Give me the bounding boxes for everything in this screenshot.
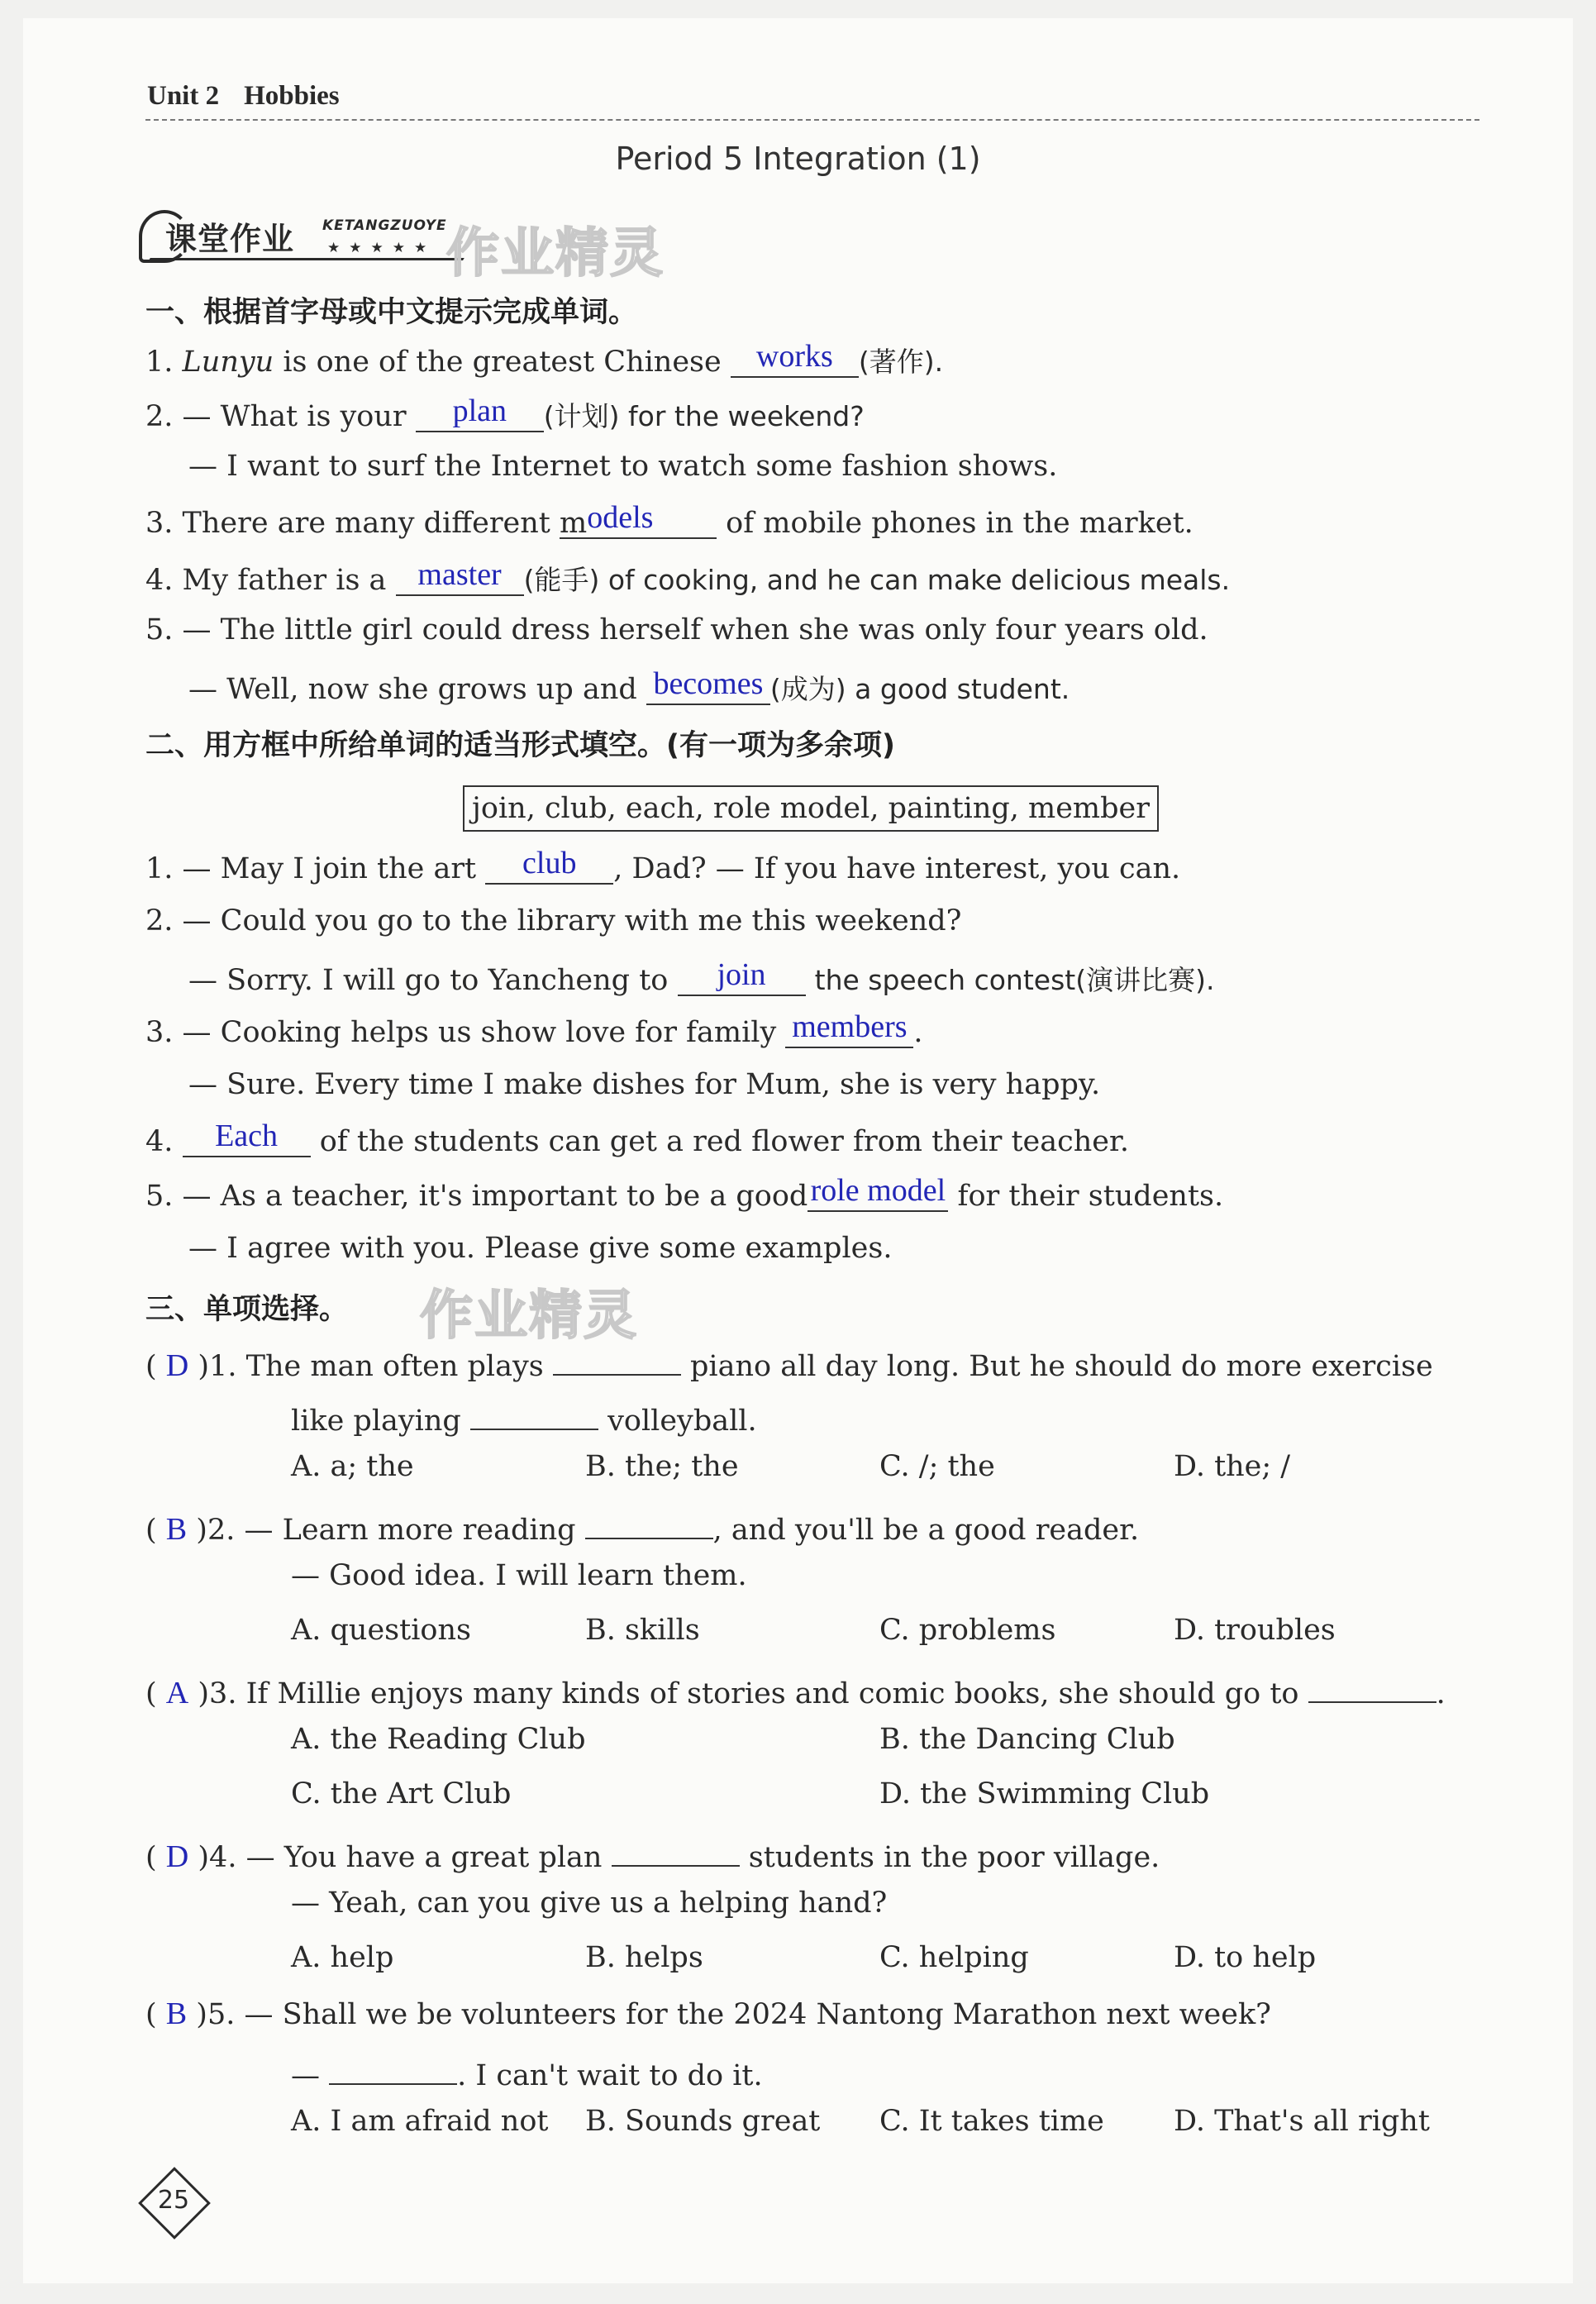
s3-question-4: ( D )4. — You have a great plan students in the poor village. <box>145 1832 1160 1875</box>
s3-blank-1a[interactable] <box>553 1341 681 1376</box>
s3-q1-option-b[interactable]: B. the; the <box>585 1450 739 1483</box>
unit-label: Unit 2 <box>147 81 220 111</box>
s1-item-3: 3. There are many different models of mobile phones in the market. <box>145 500 1193 540</box>
s3-answer-2[interactable]: B <box>165 1512 188 1547</box>
running-header <box>147 81 364 112</box>
badge-title: 课堂作业 <box>165 221 295 257</box>
s2-item-3: 3. — Cooking helps us show love for family members . <box>145 1009 923 1049</box>
s3-blank-5[interactable] <box>329 2050 457 2085</box>
s2-item-3-reply: — Sure. Every time I make dishes for Mum, she is very happy. <box>188 1068 1101 1101</box>
s3-question-1-cont: like playing volleyball. <box>291 1395 757 1438</box>
s1-item-2: 2. — What is your plan (计划) for the weekend? <box>145 394 865 433</box>
s3-q3-option-d[interactable]: D. the Swimming Club <box>879 1777 1210 1810</box>
s1-item-5: 5. — The little girl could dress herself when she was only four years old. <box>145 613 1208 646</box>
s3-q1-option-d[interactable]: D. the; / <box>1174 1450 1291 1483</box>
s2-answer-3[interactable]: members <box>785 1014 913 1048</box>
s3-q3-option-b[interactable]: B. the Dancing Club <box>879 1723 1175 1756</box>
s3-q2-option-a[interactable]: A. questions <box>291 1614 471 1647</box>
page-number-badge <box>144 2174 210 2235</box>
s3-question-5-reply: — . I can't wait to do it. <box>291 2050 763 2092</box>
s3-question-3: ( A )3. If Millie enjoys many kinds of stories and comic books, she should go to . <box>145 1668 1446 1711</box>
page-number: 25 <box>157 2186 190 2215</box>
s3-q5-option-c[interactable]: C. It takes time <box>879 2105 1104 2138</box>
s2-answer-5[interactable]: role model <box>808 1177 948 1212</box>
s2-answer-4[interactable]: Each <box>183 1123 311 1157</box>
s2-item-2: 2. — Could you go to the library with me this weekend? <box>145 904 962 937</box>
s3-q4-option-c[interactable]: C. helping <box>879 1941 1029 1974</box>
s2-item-5-reply: — I agree with you. Please give some examples. <box>188 1232 893 1265</box>
word-box: join, club, each, role model, painting, member <box>463 785 1159 832</box>
s3-question-5: ( B )5. — Shall we be volunteers for the 2024 Nantong Marathon next week? <box>145 1996 1271 2031</box>
section3-heading: 三、单项选择。 <box>145 1293 349 1326</box>
s3-blank-1b[interactable] <box>470 1395 598 1430</box>
s3-question-1: ( D )1. The man often plays piano all day long. But he should do more exercise <box>145 1341 1433 1384</box>
s3-q4-option-a[interactable]: A. help <box>291 1941 394 1974</box>
s3-q5-option-d[interactable]: D. That's all right <box>1174 2105 1430 2138</box>
s1-answer-3[interactable]: models <box>560 504 717 539</box>
watermark-top: 作业精灵 <box>446 223 665 284</box>
s3-q5-option-b[interactable]: B. Sounds great <box>585 2105 821 2138</box>
s3-q3-option-c[interactable]: C. the Art Club <box>291 1777 512 1810</box>
s2-answer-1[interactable]: club <box>485 850 613 885</box>
section2-heading: 二、用方框中所给单词的适当形式填空。(有一项为多余项) <box>145 729 895 762</box>
s2-item-2-reply: — Sorry. I will go to Yancheng to join the speech contest(演讲比赛). <box>188 957 1215 997</box>
header-divider <box>145 119 1479 121</box>
s3-q5-option-a[interactable]: A. I am afraid not <box>291 2105 549 2138</box>
s3-answer-3[interactable]: A <box>165 1676 189 1710</box>
s3-answer-1[interactable]: D <box>165 1348 189 1383</box>
unit-topic: Hobbies <box>244 81 340 111</box>
section1-heading: 一、根据首字母或中文提示完成单词。 <box>145 296 638 329</box>
s1-item-2-reply: — I want to surf the Internet to watch some fashion shows. <box>188 450 1058 483</box>
s3-q4-option-b[interactable]: B. helps <box>585 1941 703 1974</box>
badge-pinyin: KETANGZUOYE <box>322 217 447 234</box>
s3-q1-option-c[interactable]: C. /; the <box>879 1450 995 1483</box>
s3-q1-option-a[interactable]: A. a; the <box>291 1450 414 1483</box>
s3-q2-option-b[interactable]: B. skills <box>585 1614 700 1647</box>
s1-item-1: 1. Lunyu is one of the greatest Chinese works (著作). <box>145 339 944 379</box>
s3-q2-option-d[interactable]: D. troubles <box>1174 1614 1336 1647</box>
s3-answer-5[interactable]: B <box>165 1996 188 2031</box>
s3-question-4-reply: — Yeah, can you give us a helping hand? <box>291 1887 888 1920</box>
watermark-middle: 作业精灵 <box>420 1286 638 1347</box>
s3-blank-2[interactable] <box>585 1505 713 1539</box>
s1-answer-5[interactable]: becomes <box>646 670 770 705</box>
s3-answer-4[interactable]: D <box>165 1839 189 1874</box>
s2-item-4: 4. Each of the students can get a red flower from their teacher. <box>145 1119 1129 1158</box>
s3-question-2: ( B )2. — Learn more reading , and you'll be a good reader. <box>145 1505 1139 1548</box>
s3-q4-option-d[interactable]: D. to help <box>1174 1941 1317 1974</box>
badge-stars: ★★★★★ <box>327 240 436 256</box>
section-badge <box>139 207 469 277</box>
s2-item-5: 5. — As a teacher, it's important to be a goodrole model for their students. <box>145 1173 1224 1213</box>
s3-blank-3[interactable] <box>1308 1668 1436 1703</box>
s3-q2-option-c[interactable]: C. problems <box>879 1614 1056 1647</box>
s1-item-4: 4. My father is a master (能手) of cooking, and he can make delicious meals. <box>145 557 1231 597</box>
s1-answer-1[interactable]: works <box>731 343 859 378</box>
s2-answer-2[interactable]: join <box>678 961 806 996</box>
s2-item-1: 1. — May I join the art club , Dad? — If you have interest, you can. <box>145 846 1181 885</box>
s1-item-5-reply: — Well, now she grows up and becomes (成为) a good student. <box>188 666 1070 706</box>
s1-answer-4[interactable]: master <box>396 561 524 596</box>
badge-underline <box>144 258 465 269</box>
page-title: Period 5 Integration (1) <box>615 141 981 177</box>
s3-question-2-reply: — Good idea. I will learn them. <box>291 1559 747 1592</box>
s3-q3-option-a[interactable]: A. the Reading Club <box>291 1723 586 1756</box>
s1-answer-2[interactable]: plan <box>416 398 544 432</box>
s3-blank-4[interactable] <box>612 1832 740 1867</box>
